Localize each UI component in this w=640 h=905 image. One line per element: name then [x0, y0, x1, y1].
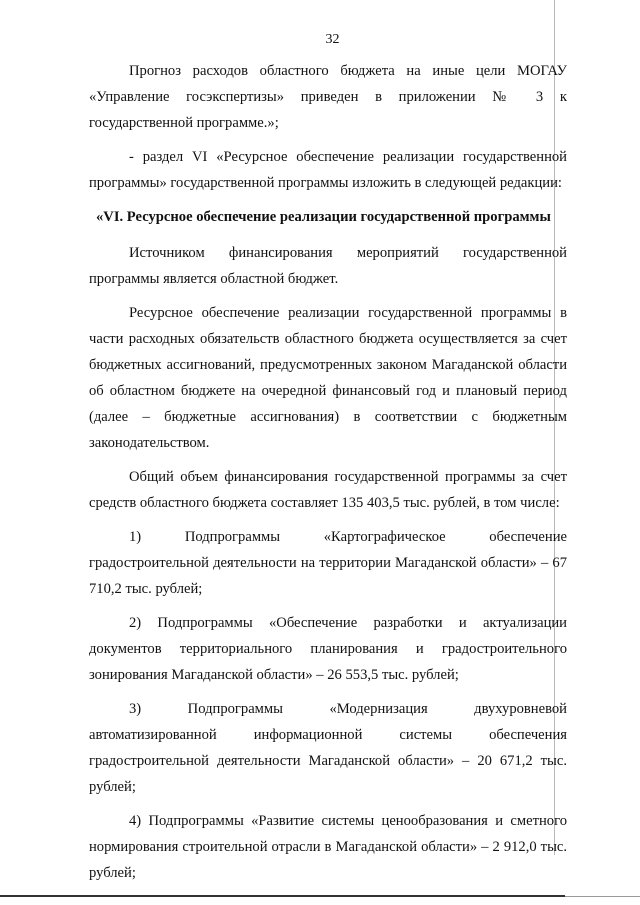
paragraph-section-amendment: - раздел VI «Ресурсное обеспечение реализации государственной программы» государственной программы изложить в следующей редакции: — [89, 149, 567, 191]
page-number: 32 — [325, 32, 340, 47]
paragraph-total-funding: Общий объем финансирования государственной программы за счет средств областного бюджета составляет 135 403,5 тыс. рублей, в том числе: — [89, 469, 567, 511]
document-body — [89, 58, 567, 894]
list-item-subprogram-1: 1) Подпрограммы «Картографическое обеспечение градостроительной деятельности на территории Магаданской области» – 67 710,2 тыс. рублей; — [89, 529, 567, 597]
paragraph-funding-source: Источником финансирования мероприятий государственной программы является областной бюджет. — [89, 245, 567, 287]
paragraph-forecast: Прогноз расходов областного бюджета на иные цели МОГАУ «Управление госэкспертизы» приведен в приложении № 3 к государственной программе.»; — [89, 63, 567, 131]
paragraph-resource-provision: Ресурсное обеспечение реализации государственной программы в части расходных обязательств областного бюджета осуществляется за счет бюджетных ассигнований, предусмотренных законом Магаданской области об областном бюджете на очередной финансовый год и плановый период (далее – бюджетные ассигнования) в соответствии с бюджетным законодательством. — [89, 305, 567, 451]
list-item-subprogram-4: 4) Подпрограммы «Развитие системы ценообразования и сметного нормирования строительной отрасли в Магаданской области» – 2 912,0 тыс. рублей; — [89, 813, 567, 881]
list-item-subprogram-3: 3) Подпрограммы «Модернизация двухуровневой автоматизированной информационной системы обеспечения градостроительной деятельности Магаданской области» – 20 671,2 тыс. рублей; — [89, 701, 567, 795]
section-heading: «VI. Ресурсное обеспечение реализации государственной программы — [96, 209, 551, 225]
bottom-rule — [0, 895, 565, 897]
list-item-subprogram-2: 2) Подпрограммы «Обеспечение разработки и актуализации документов территориального планирования и градостроительного зонирования Магаданской области» – 26 553,5 тыс. рублей; — [89, 615, 567, 683]
bottom-rule-thin — [565, 896, 640, 897]
